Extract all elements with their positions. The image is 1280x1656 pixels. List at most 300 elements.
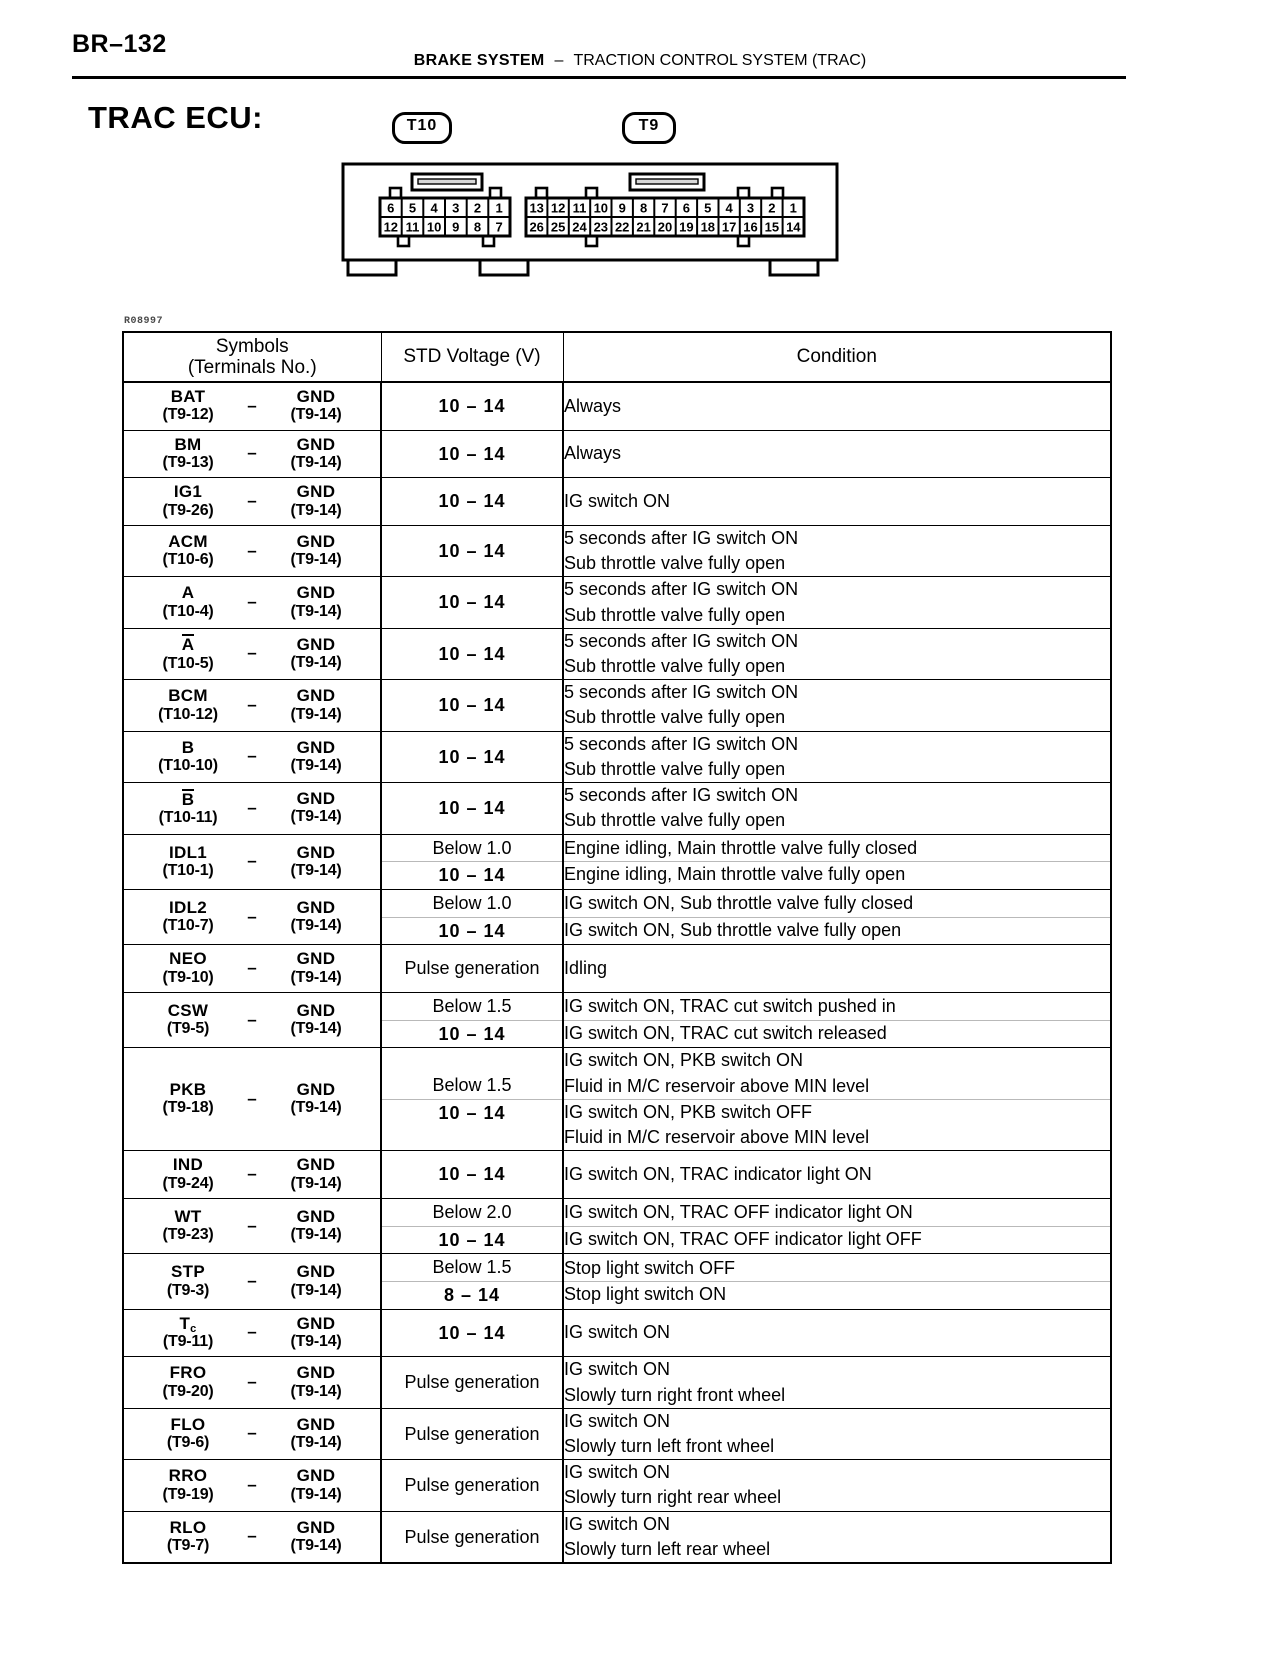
cell-std-voltage <box>381 783 563 834</box>
condition-line: Sub throttle valve fully open <box>564 810 786 831</box>
terminal-voltage-table <box>122 331 1112 1564</box>
condition-line: Slowly turn left front wheel <box>564 1435 775 1456</box>
svg-text:19: 19 <box>679 219 694 235</box>
symbol-dash: – <box>247 1009 257 1029</box>
cell-symbol-terminals <box>123 834 381 889</box>
symbol-name: BCM <box>168 686 208 706</box>
condition-line: Sub throttle valve fully open <box>564 553 786 574</box>
cell-symbol-terminals <box>123 525 381 576</box>
svg-text:17: 17 <box>721 219 737 235</box>
symbol-dash: – <box>247 1270 257 1290</box>
svg-text:1: 1 <box>789 200 797 216</box>
voltage-value: 10 – 14 <box>438 395 506 416</box>
svg-text:2: 2 <box>473 200 482 216</box>
voltage-value: 10 – 14 <box>438 798 506 819</box>
cell-condition <box>563 1511 1111 1563</box>
reference-name: GND <box>296 789 336 809</box>
condition-line: IG switch ON, TRAC OFF indicator light OFF <box>564 1228 922 1249</box>
symbol-name: IDL1 <box>168 842 208 862</box>
reference-terminal: (T9-14) <box>290 861 342 879</box>
voltage-value: 10 – 14 <box>438 643 506 664</box>
cell-symbol-terminals <box>123 1198 381 1253</box>
symbol-terminal: (T9-5) <box>166 1020 210 1038</box>
symbol-terminal: (T9-19) <box>162 1485 214 1503</box>
svg-text:11: 11 <box>572 200 587 216</box>
cell-std-voltage <box>381 1408 563 1459</box>
header-system: BRAKE SYSTEM <box>413 52 545 69</box>
condition-line: 5 seconds after IG switch ON <box>564 579 799 600</box>
reference-name: GND <box>296 897 336 917</box>
reference-name: GND <box>296 1155 336 1175</box>
reference-name: GND <box>296 1206 336 1226</box>
table-row <box>123 628 1111 679</box>
svg-text:22: 22 <box>614 219 630 235</box>
svg-text:5: 5 <box>408 200 417 216</box>
cell-condition <box>563 1357 1111 1408</box>
voltage-value: 10 – 14 <box>438 592 506 613</box>
cell-std-voltage <box>381 1309 563 1357</box>
cell-symbol-terminals <box>123 430 381 478</box>
symbol-dash: – <box>247 1164 257 1184</box>
column-header-condition: Condition <box>563 332 1111 382</box>
symbol-dash: – <box>247 491 257 511</box>
symbol-name: B <box>181 737 195 757</box>
svg-text:7: 7 <box>495 219 503 235</box>
condition-line: IG switch ON, PKB switch OFF <box>564 1101 813 1122</box>
table-row <box>123 525 1111 576</box>
voltage-value: Pulse generation <box>404 958 540 979</box>
condition-line: IG switch ON <box>564 1410 671 1431</box>
cell-symbol-terminals <box>123 1511 381 1563</box>
connector-label-t9: T9 <box>622 112 676 144</box>
cell-condition <box>563 577 1111 628</box>
symbol-terminal: (T10-5) <box>162 654 214 672</box>
cell-symbol-terminals <box>123 1408 381 1459</box>
page-number: BR–132 <box>72 30 167 58</box>
condition-line: Sub throttle valve fully open <box>564 656 786 676</box>
condition-line: 5 seconds after IG switch ON <box>564 527 799 548</box>
cell-std-voltage <box>381 731 563 782</box>
cell-condition <box>563 783 1111 834</box>
table-header-row <box>123 332 1111 382</box>
condition-line: IG switch ON <box>564 1359 671 1380</box>
reference-terminal: (T9-14) <box>290 705 342 723</box>
voltage-value: 10 – 14 <box>438 865 506 886</box>
cell-condition <box>563 1309 1111 1357</box>
symbol-dash: – <box>247 906 257 926</box>
symbol-name: FLO <box>170 1414 206 1434</box>
symbol-terminal: (T9-26) <box>162 501 214 519</box>
svg-text:7: 7 <box>661 200 669 216</box>
voltage-value: Pulse generation <box>404 1475 540 1496</box>
symbol-name: FRO <box>169 1363 207 1383</box>
symbol-terminal: (T9-3) <box>166 1281 210 1299</box>
condition-line: Slowly turn right rear wheel <box>564 1487 782 1508</box>
condition-line: IG switch ON, Sub throttle valve fully closed <box>564 893 914 914</box>
reference-name: GND <box>296 842 336 862</box>
voltage-value: Below 2.0 <box>432 1201 512 1222</box>
cell-symbol-terminals <box>123 478 381 526</box>
svg-text:6: 6 <box>682 200 691 216</box>
cell-std-voltage <box>381 1151 563 1199</box>
condition-line: Sub throttle valve fully open <box>564 758 786 779</box>
symbol-name: B <box>181 789 195 809</box>
condition-line: IG switch ON, TRAC cut switch pushed in <box>564 996 896 1017</box>
symbol-terminal: (T9-12) <box>162 406 214 424</box>
figure-reference-code: R08997 <box>124 316 164 327</box>
connector-svg <box>340 160 840 280</box>
table-row <box>123 478 1111 526</box>
voltage-value: 10 – 14 <box>438 1023 506 1044</box>
symbol-terminal: (T9-13) <box>162 453 214 471</box>
condition-line: IG switch ON <box>564 1513 671 1534</box>
reference-terminal: (T9-14) <box>290 1174 342 1192</box>
symbol-name: WT <box>174 1206 202 1226</box>
condition-line: 5 seconds after IG switch ON <box>564 630 799 651</box>
cell-condition <box>563 680 1111 731</box>
table-row <box>123 1254 1111 1309</box>
condition-line: Slowly turn left rear wheel <box>564 1538 771 1559</box>
reference-name: GND <box>296 686 336 706</box>
symbol-dash: – <box>247 694 257 714</box>
svg-text:14: 14 <box>786 219 801 235</box>
page-title: TRAC ECU: <box>88 100 263 135</box>
cell-condition <box>563 890 1111 945</box>
cell-condition <box>563 1408 1111 1459</box>
svg-text:12: 12 <box>550 200 566 216</box>
cell-condition <box>563 382 1111 430</box>
symbol-name: IND <box>172 1155 204 1175</box>
cell-symbol-terminals <box>123 1357 381 1408</box>
cell-std-voltage <box>381 1460 563 1511</box>
table-row <box>123 945 1111 993</box>
voltage-value: 10 – 14 <box>438 746 506 767</box>
svg-text:21: 21 <box>636 219 651 235</box>
symbol-dash: – <box>247 540 257 560</box>
voltage-value: Pulse generation <box>404 1372 540 1393</box>
reference-terminal: (T9-14) <box>290 968 342 986</box>
condition-line: Idling <box>564 958 608 979</box>
reference-terminal: (T9-14) <box>290 917 342 935</box>
header-separator: – <box>554 52 564 69</box>
table-row <box>123 1357 1111 1408</box>
reference-terminal: (T9-14) <box>290 551 342 569</box>
condition-line: Slowly turn right front wheel <box>564 1384 786 1405</box>
cell-symbol-terminals <box>123 731 381 782</box>
voltage-value: 10 – 14 <box>438 443 506 464</box>
reference-terminal: (T9-14) <box>290 757 342 774</box>
symbol-terminal: (T10-11) <box>158 808 218 826</box>
condition-line: IG switch ON <box>564 490 671 511</box>
condition-line: 5 seconds after IG switch ON <box>564 785 799 806</box>
cell-condition <box>563 834 1111 889</box>
reference-terminal: (T9-14) <box>290 1226 342 1244</box>
symbol-name: BM <box>174 434 202 454</box>
cell-symbol-terminals <box>123 890 381 945</box>
reference-name: GND <box>296 434 336 454</box>
symbol-terminal: (T9-11) <box>162 1333 214 1351</box>
symbol-name: ACM <box>168 531 208 551</box>
voltage-value: Below 1.0 <box>432 893 512 914</box>
cell-condition <box>563 1460 1111 1511</box>
reference-name: GND <box>296 1080 336 1100</box>
voltage-value: 10 – 14 <box>438 1229 506 1250</box>
svg-text:8: 8 <box>473 219 482 235</box>
svg-text:4: 4 <box>430 200 438 216</box>
condition-line: Stop light switch ON <box>564 1283 727 1304</box>
svg-text:18: 18 <box>700 219 716 235</box>
cell-condition <box>563 1151 1111 1199</box>
symbol-name: RLO <box>169 1517 207 1537</box>
svg-text:3: 3 <box>452 200 460 216</box>
condition-line: IG switch ON, TRAC indicator light ON <box>564 1164 872 1184</box>
reference-name: GND <box>296 387 336 406</box>
voltage-value: 10 – 14 <box>438 1164 506 1185</box>
svg-text:9: 9 <box>452 219 460 235</box>
symbol-name: NEO <box>169 949 207 969</box>
condition-line: IG switch ON, TRAC OFF indicator light ON <box>564 1202 913 1223</box>
reference-terminal: (T9-14) <box>290 602 342 620</box>
header-subsystem: TRACTION CONTROL SYSTEM (TRAC) <box>573 52 867 69</box>
voltage-value: Pulse generation <box>404 1526 540 1547</box>
svg-text:26: 26 <box>529 219 544 235</box>
reference-name: GND <box>296 1517 336 1537</box>
symbol-dash: – <box>247 643 257 663</box>
cell-std-voltage <box>381 1254 563 1309</box>
reference-terminal: (T9-14) <box>290 1020 342 1038</box>
symbol-dash: – <box>247 1088 257 1108</box>
cell-condition <box>563 1048 1111 1151</box>
symbol-terminal: (T9-18) <box>162 1099 214 1117</box>
voltage-value: Below 1.0 <box>432 837 512 858</box>
condition-line: Stop light switch OFF <box>564 1257 736 1278</box>
svg-text:25: 25 <box>550 219 566 235</box>
reference-name: GND <box>296 737 336 757</box>
cell-std-voltage <box>381 1511 563 1563</box>
reference-name: GND <box>296 949 336 969</box>
cell-std-voltage <box>381 890 563 945</box>
svg-text:10: 10 <box>593 200 609 216</box>
symbol-terminal: (T9-24) <box>162 1174 214 1192</box>
condition-line: Sub throttle valve fully open <box>564 707 786 728</box>
reference-name: GND <box>296 634 336 654</box>
symbol-terminal: (T10-1) <box>162 861 214 879</box>
svg-text:13: 13 <box>529 200 544 216</box>
column-header-symbols-main: Symbols <box>215 335 289 357</box>
reference-terminal: (T9-14) <box>290 1281 342 1299</box>
condition-line: IG switch ON, Sub throttle valve fully open <box>564 919 902 940</box>
condition-line: Sub throttle valve fully open <box>564 604 786 625</box>
table-row <box>123 1048 1111 1151</box>
cell-condition <box>563 430 1111 478</box>
reference-terminal: (T9-14) <box>290 1485 342 1503</box>
table-row <box>123 783 1111 834</box>
ecu-connector-diagram <box>340 160 840 280</box>
svg-text:3: 3 <box>746 200 755 216</box>
symbol-name: STP <box>171 1262 205 1282</box>
svg-text:11: 11 <box>405 219 420 235</box>
cell-symbol-terminals <box>123 1254 381 1309</box>
svg-text:10: 10 <box>426 219 442 235</box>
symbol-dash: – <box>247 851 257 871</box>
symbol-name: A <box>181 635 195 655</box>
voltage-value: 10 – 14 <box>438 540 506 561</box>
table-row <box>123 890 1111 945</box>
symbol-name: IG1 <box>173 482 203 502</box>
symbol-dash: – <box>247 746 257 766</box>
cell-std-voltage <box>381 680 563 731</box>
cell-std-voltage <box>381 478 563 526</box>
symbol-terminal: (T9-20) <box>162 1382 214 1400</box>
cell-std-voltage <box>381 577 563 628</box>
symbol-name: RRO <box>168 1466 208 1486</box>
symbol-dash: – <box>247 1215 257 1235</box>
table-row <box>123 1198 1111 1253</box>
voltage-value: 10 – 14 <box>438 1102 506 1123</box>
condition-line: IG switch ON <box>564 1462 671 1483</box>
symbol-name: IDL2 <box>168 897 208 917</box>
svg-text:15: 15 <box>764 219 780 235</box>
reference-name: GND <box>296 583 336 603</box>
condition-line: 5 seconds after IG switch ON <box>564 682 799 703</box>
cell-std-voltage <box>381 1198 563 1253</box>
voltage-value: 10 – 14 <box>438 491 506 512</box>
condition-line: Engine idling, Main throttle valve fully open <box>564 864 906 885</box>
symbol-name: A <box>181 583 195 603</box>
table-row <box>123 993 1111 1048</box>
symbol-dash: – <box>247 443 257 463</box>
svg-text:4: 4 <box>725 200 733 216</box>
symbol-terminal: (T9-6) <box>166 1434 210 1452</box>
cell-symbol-terminals <box>123 1460 381 1511</box>
symbol-terminal: (T9-10) <box>162 968 214 986</box>
symbol-terminal: (T10-7) <box>162 917 214 935</box>
voltage-value: 8 – 14 <box>443 1284 501 1305</box>
cell-std-voltage <box>381 628 563 679</box>
table-row <box>123 680 1111 731</box>
table-row <box>123 382 1111 430</box>
symbol-terminal: (T10-12) <box>158 705 218 723</box>
condition-line: Always <box>564 443 622 464</box>
cell-std-voltage <box>381 430 563 478</box>
connector-label-t10: T10 <box>392 112 452 144</box>
svg-text:8: 8 <box>639 200 648 216</box>
reference-name: GND <box>296 1363 336 1383</box>
svg-text:23: 23 <box>593 219 609 235</box>
svg-text:6: 6 <box>387 200 395 216</box>
cell-condition <box>563 945 1111 993</box>
symbol-dash: – <box>247 797 257 817</box>
table-row <box>123 731 1111 782</box>
document-header <box>0 52 1280 70</box>
reference-terminal: (T9-14) <box>290 1434 342 1452</box>
cell-symbol-terminals <box>123 1151 381 1199</box>
svg-text:24: 24 <box>572 219 587 235</box>
voltage-value: 10 – 14 <box>438 1322 506 1343</box>
cell-symbol-terminals <box>123 382 381 430</box>
cell-std-voltage <box>381 993 563 1048</box>
reference-name: GND <box>296 1414 336 1434</box>
cell-condition <box>563 731 1111 782</box>
svg-text:9: 9 <box>618 200 626 216</box>
cell-condition <box>563 1198 1111 1253</box>
cell-symbol-terminals <box>123 680 381 731</box>
condition-line: IG switch ON, PKB switch ON <box>564 1050 804 1071</box>
symbol-terminal: (T9-23) <box>162 1226 214 1244</box>
reference-terminal: (T9-14) <box>290 808 342 826</box>
table-row <box>123 1408 1111 1459</box>
symbol-dash: – <box>247 1423 257 1443</box>
cell-symbol-terminals <box>123 1048 381 1151</box>
svg-text:2: 2 <box>768 200 776 216</box>
symbol-name: BAT <box>170 387 206 406</box>
reference-name: GND <box>296 1466 336 1486</box>
reference-name: GND <box>296 1000 336 1020</box>
condition-line: Always <box>564 395 622 416</box>
column-header-symbols <box>123 332 381 382</box>
reference-terminal: (T9-14) <box>290 406 342 424</box>
column-header-voltage: STD Voltage (V) <box>381 332 563 382</box>
table-row <box>123 577 1111 628</box>
condition-line: 5 seconds after IG switch ON <box>564 733 799 754</box>
cell-condition <box>563 628 1111 679</box>
cell-std-voltage <box>381 1048 563 1151</box>
reference-name: GND <box>296 482 336 502</box>
reference-terminal: (T9-14) <box>290 654 342 672</box>
condition-line: IG switch ON <box>564 1322 671 1343</box>
voltage-value: 10 – 14 <box>438 920 506 941</box>
reference-name: GND <box>296 531 336 551</box>
symbol-terminal: (T9-7) <box>166 1536 210 1554</box>
voltage-value: Pulse generation <box>404 1423 540 1444</box>
table-row <box>123 1460 1111 1511</box>
reference-name: GND <box>296 1262 336 1282</box>
svg-text:1: 1 <box>495 200 503 216</box>
column-header-symbols-sub: (Terminals No.) <box>187 357 317 378</box>
reference-terminal: (T9-14) <box>290 1099 342 1117</box>
cell-std-voltage <box>381 525 563 576</box>
symbol-name: $T_c$ <box>179 1313 197 1335</box>
cell-std-voltage <box>381 1357 563 1408</box>
reference-name: GND <box>296 1313 336 1333</box>
table-row <box>123 430 1111 478</box>
table-row <box>123 1511 1111 1563</box>
reference-terminal: (T9-14) <box>290 453 342 471</box>
cell-symbol-terminals <box>123 993 381 1048</box>
symbol-terminal: (T10-4) <box>162 602 214 620</box>
header-divider <box>72 76 1126 79</box>
table-row <box>123 1151 1111 1199</box>
cell-symbol-terminals <box>123 1309 381 1357</box>
cell-symbol-terminals <box>123 577 381 628</box>
table-row <box>123 834 1111 889</box>
cell-condition <box>563 1254 1111 1309</box>
condition-line: IG switch ON, TRAC cut switch released <box>564 1022 887 1043</box>
condition-line: Fluid in M/C reservoir above MIN level <box>564 1127 870 1148</box>
cell-symbol-terminals <box>123 783 381 834</box>
voltage-value: Below 1.5 <box>432 1075 512 1096</box>
cell-symbol-terminals <box>123 628 381 679</box>
cell-std-voltage <box>381 834 563 889</box>
cell-symbol-terminals <box>123 945 381 993</box>
condition-line: Fluid in M/C reservoir above MIN level <box>564 1075 870 1096</box>
reference-terminal: (T9-14) <box>290 1536 342 1554</box>
symbol-name: CSW <box>167 1000 209 1020</box>
voltage-value: Below 1.5 <box>432 996 512 1016</box>
svg-text:16: 16 <box>743 219 758 235</box>
symbol-terminal: (T10-6) <box>162 551 214 569</box>
cell-condition <box>563 993 1111 1048</box>
